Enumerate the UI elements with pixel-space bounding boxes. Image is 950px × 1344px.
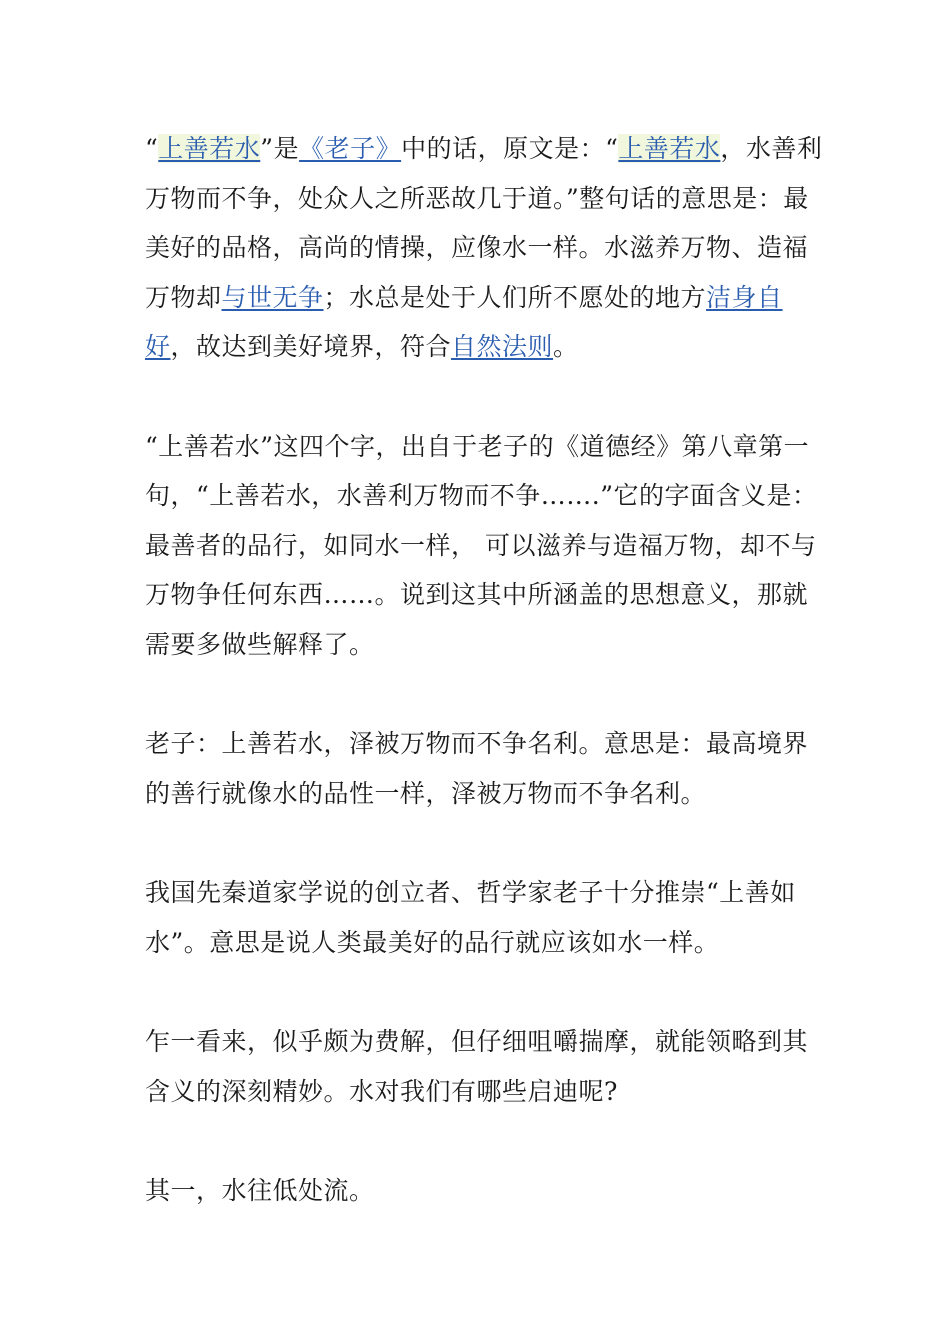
- paragraph-3: 老子：上善若水，泽被万物而不争名利。意思是：最高境界的善行就像水的品性一样，泽被万物而不争名利。: [145, 729, 809, 808]
- text-segment: 中的话，原文是：“: [401, 134, 619, 163]
- paragraph-4: 我国先秦道家学说的创立者、哲学家老子十分推崇“上善如水”。意思是说人类最美好的品行就应该如水一样。: [145, 878, 796, 957]
- link-ziranfaze[interactable]: 自然法则: [451, 332, 554, 361]
- text-segment: ”是: [260, 134, 300, 163]
- text-segment: ，故达到美好境界，符合: [170, 332, 452, 361]
- paragraph-2: “上善若水”这四个字，出自于老子的《道德经》第八章第一句，“上善若水，水善利万物而不争…….”它的字面含义是：最善者的品行，如同水一样， 可以滋养与造福万物，却不与万物争任何东西……。说到这其中所涵盖的思想意义，那就需要多做些解释了。: [145, 431, 818, 659]
- link-shangshanruoshui[interactable]: 上善若水: [158, 134, 261, 163]
- text-segment: ；水总是处于人们所不愿处的地方: [323, 282, 707, 312]
- paragraph-1: [145, 124, 825, 372]
- link-laozi[interactable]: 《老子》: [299, 134, 402, 163]
- link-yushiwuzheng[interactable]: 与世无争: [221, 282, 324, 312]
- text-segment: 。: [553, 332, 579, 361]
- text-segment: ，水善利万物而不争，处众人之所恶故几于道。”整句话的意思是：最美好的品格，高尚的情操，应像水一样。水滋养万物、造福万物却: [145, 134, 823, 312]
- text-segment: “: [145, 134, 159, 163]
- link-shangshanruoshui-2[interactable]: 上善若水: [618, 134, 721, 163]
- link-jieshenzihao[interactable]: 洁身自好: [145, 282, 783, 361]
- paragraph-5: 乍一看来，似乎颇为费解，但仔细咀嚼揣摩，就能领略到其含义的深刻精妙。水对我们有哪些启迪呢?: [145, 1027, 809, 1106]
- document-body: [145, 124, 825, 1266]
- paragraph-6: 其一，水往低处流。: [145, 1176, 375, 1205]
